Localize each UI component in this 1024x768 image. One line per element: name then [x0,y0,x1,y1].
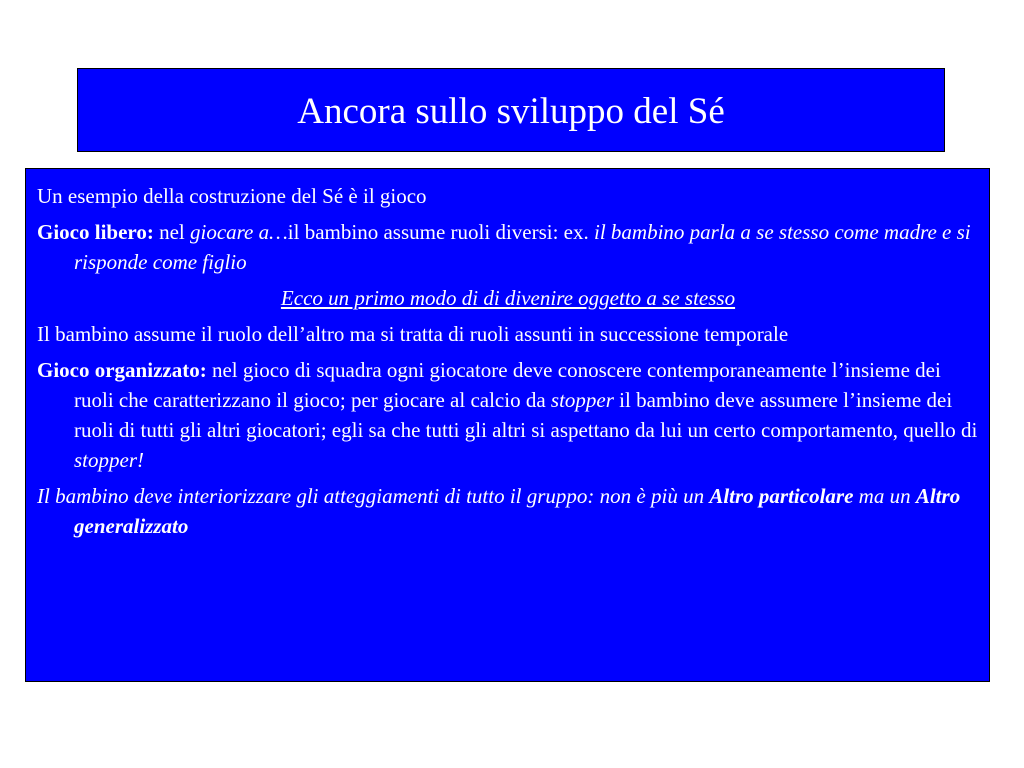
gioco-libero-text-1: nel [153,220,190,244]
interiorizzare-italic-text: Il bambino deve interiorizzare gli atteggiamenti di tutto il gruppo: non è più un [37,484,710,508]
paragraph-altro-generalizzato [37,481,979,541]
ruolo-altro-text: Il bambino assume il ruolo dell’altro ma si tratta di ruoli assunti in successione temporale [37,322,789,346]
gioco-organizzato-label: Gioco organizzato: [37,358,207,382]
slide-title-box [77,68,945,152]
slide-title: Ancora sullo sviluppo del Sé [297,90,725,132]
gioco-libero-label: Gioco libero: [37,220,154,244]
paragraph-gioco-libero [37,217,979,277]
gioco-organizzato-text-1: nel gioco di squadra ogni giocatore deve conoscere contemporaneamente l’insieme dei ruoli che caratterizzano il gioco; per giocare al calcio da [74,358,941,412]
gioco-organizzato-text-2: il bambino deve assumere l’insieme dei ruoli di tutti gli altri giocatori; egli sa che tutti gli altri si aspettano da lui un certo comportamento, quello di [74,388,978,442]
slide-content-box [25,168,990,682]
intro-text: Un esempio della costruzione del Sé è il gioco [37,184,427,208]
paragraph-gioco-organizzato [37,355,979,475]
altro-generalizzato-bold-italic: Altro generalizzato [74,484,961,538]
paragraph-intro [37,181,979,211]
gioco-libero-text-2: il bambino assume ruoli diversi: ex. [287,220,594,244]
ma-un-italic: ma un [853,484,916,508]
stopper-italic-2: stopper! [74,448,144,472]
altro-particolare-bold-italic: Altro particolare [709,484,854,508]
stopper-italic-1: stopper [550,388,614,412]
paragraph-ruolo-altro [37,319,979,349]
oggetto-underlined-text: Ecco un primo modo di di divenire oggetto a se stesso [280,286,736,310]
paragraph-oggetto [37,283,979,313]
gioco-libero-italic-1: giocare a… [190,220,288,244]
gioco-libero-italic-2: il bambino parla a se stesso come madre e si risponde come figlio [74,220,971,274]
